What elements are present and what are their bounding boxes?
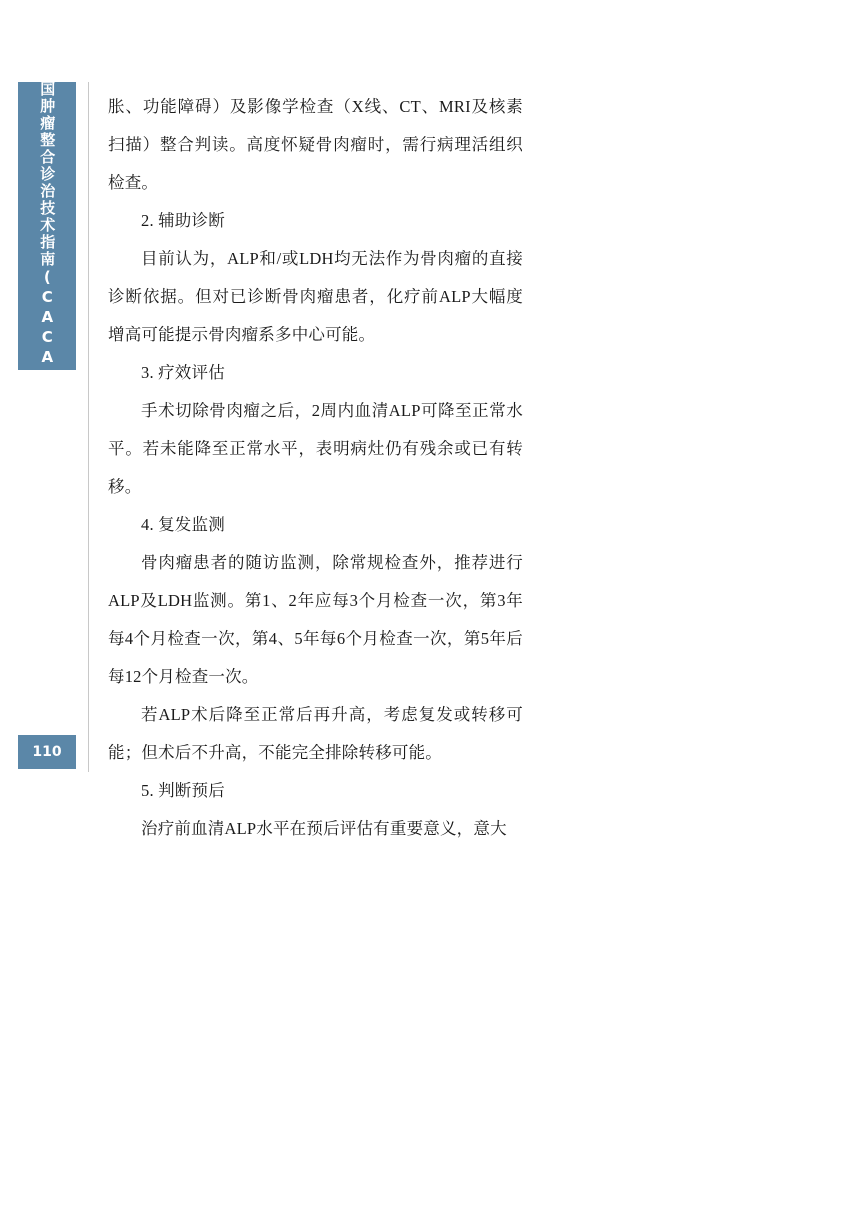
page-body <box>108 88 523 848</box>
sidebar-title-tab <box>18 64 76 388</box>
section-heading: 4. 复发监测 <box>141 515 225 534</box>
body-paragraph: 目前认为，ALP和/或LDH均无法作为骨肉瘤的直接诊断依据。但对已诊断骨肉瘤患者，化疗前ALP大幅度增高可能提示骨肉瘤系多中心可能。 <box>108 249 523 344</box>
page-number-badge <box>18 735 76 769</box>
sidebar-title-text: 中国肿瘤整合诊治技术指南(CACA) <box>38 64 57 388</box>
body-paragraph: 若ALP术后降至正常后再升高，考虑复发或转移可能；但术后不升高，不能完全排除转移可能。 <box>108 705 523 762</box>
body-paragraph: 治疗前血清ALP水平在预后评估有重要意义，意大 <box>141 819 507 838</box>
section-heading: 3. 疗效评估 <box>141 363 225 382</box>
body-paragraph: 胀、功能障碍）及影像学检查（X线、CT、MRI及核素扫描）整合判读。高度怀疑骨肉瘤时，需行病理活组织检查。 <box>108 97 523 192</box>
section-heading: 2. 辅助诊断 <box>141 211 225 230</box>
body-paragraph: 手术切除骨肉瘤之后，2周内血清ALP可降至正常水平。若未能降至正常水平，表明病灶仍有残余或已有转移。 <box>108 401 523 496</box>
vertical-divider <box>88 82 89 772</box>
section-heading: 5. 判断预后 <box>141 781 225 800</box>
body-paragraph: 骨肉瘤患者的随访监测，除常规检查外，推荐进行ALP及LDH监测。第1、2年应每3个月检查一次，第3年每4个月检查一次，第4、5年每6个月检查一次，第5年后每12个月检查一次。 <box>108 553 523 686</box>
page-number-text: 110 <box>32 744 62 760</box>
